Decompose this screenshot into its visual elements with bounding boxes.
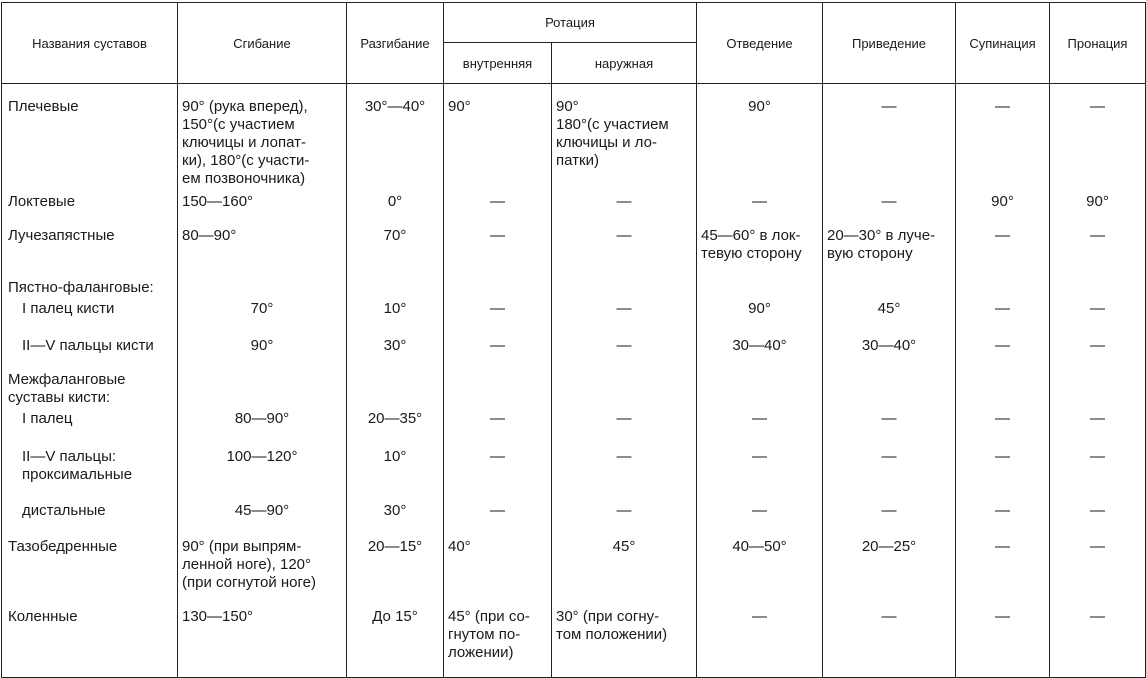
cell-knee-rotation-external: 30° (при согну- том положении): [552, 603, 697, 677]
cell-shoulder-rotation-internal: 90°: [444, 84, 552, 189]
cell-knee-pronation: —: [1050, 603, 1146, 677]
header-extension: Разгибание: [347, 3, 444, 84]
cell-shoulder-name: Плечевые: [2, 84, 178, 189]
cell-ip-heading-name: Межфаланговые суставы кисти:: [2, 366, 178, 407]
cell-ip-proximal-extension: 10°: [347, 444, 444, 499]
cell-ip-thumb-name: I палец: [2, 407, 178, 444]
header-rotation-external: наружная: [552, 43, 697, 84]
cell-elbow-adduction: —: [823, 188, 956, 222]
header-joint-name: Названия суставов: [2, 3, 178, 84]
cell-knee-name: Коленные: [2, 603, 178, 677]
cell-wrist-abduction: 45—60° в лок- тевую сторону: [697, 222, 823, 274]
cell-knee-adduction: —: [823, 603, 956, 677]
table-row-hip: [2, 533, 1146, 603]
header-pronation: Пронация: [1050, 3, 1146, 84]
cell-ip-proximal-adduction: —: [823, 444, 956, 499]
cell-hip-name: Тазобедренные: [2, 533, 178, 603]
cell-mcp-heading-supination: [956, 274, 1050, 297]
cell-mcp-fingers-rotation-external: —: [552, 332, 697, 366]
cell-shoulder-rotation-external: 90° 180°(с участием ключицы и ло- патки): [552, 84, 697, 189]
cell-mcp-heading-pronation: [1050, 274, 1146, 297]
cell-mcp-heading-rotation-internal: [444, 274, 552, 297]
cell-mcp-fingers-name: II—V пальцы кисти: [2, 332, 178, 366]
cell-mcp-fingers-adduction: 30—40°: [823, 332, 956, 366]
cell-mcp-thumb-flexion: 70°: [178, 297, 347, 332]
cell-ip-proximal-abduction: —: [697, 444, 823, 499]
cell-shoulder-extension: 30°—40°: [347, 84, 444, 189]
cell-shoulder-supination: —: [956, 84, 1050, 189]
cell-hip-flexion: 90° (при выпрям- ленной ноге), 120° (при согнутой ноге): [178, 533, 347, 603]
cell-elbow-rotation-external: —: [552, 188, 697, 222]
cell-mcp-fingers-abduction: 30—40°: [697, 332, 823, 366]
cell-mcp-heading-adduction: [823, 274, 956, 297]
cell-elbow-extension: 0°: [347, 188, 444, 222]
table-row-shoulder: [2, 84, 1146, 189]
cell-ip-thumb-adduction: —: [823, 407, 956, 444]
cell-wrist-adduction: 20—30° в луче- вую сторону: [823, 222, 956, 274]
cell-ip-distal-pronation: —: [1050, 499, 1146, 533]
cell-ip-thumb-supination: —: [956, 407, 1050, 444]
cell-elbow-pronation: 90°: [1050, 188, 1146, 222]
cell-elbow-flexion: 150—160°: [178, 188, 347, 222]
cell-ip-thumb-abduction: —: [697, 407, 823, 444]
cell-wrist-rotation-external: —: [552, 222, 697, 274]
cell-ip-proximal-pronation: —: [1050, 444, 1146, 499]
table-row-wrist: [2, 222, 1146, 274]
table-row-ip-proximal: [2, 444, 1146, 499]
cell-ip-distal-extension: 30°: [347, 499, 444, 533]
cell-hip-rotation-internal: 40°: [444, 533, 552, 603]
cell-mcp-thumb-abduction: 90°: [697, 297, 823, 332]
cell-knee-extension: До 15°: [347, 603, 444, 677]
cell-knee-supination: —: [956, 603, 1050, 677]
cell-ip-heading-adduction: [823, 366, 956, 407]
table-row-ip-heading: [2, 366, 1146, 407]
cell-mcp-thumb-supination: —: [956, 297, 1050, 332]
table-row-ip-distal: [2, 499, 1146, 533]
cell-mcp-thumb-rotation-internal: —: [444, 297, 552, 332]
cell-hip-extension: 20—15°: [347, 533, 444, 603]
cell-ip-distal-supination: —: [956, 499, 1050, 533]
cell-ip-thumb-rotation-external: —: [552, 407, 697, 444]
table-row-elbow: [2, 188, 1146, 222]
cell-mcp-heading-abduction: [697, 274, 823, 297]
cell-ip-proximal-flexion: 100—120°: [178, 444, 347, 499]
cell-ip-thumb-extension: 20—35°: [347, 407, 444, 444]
cell-wrist-supination: —: [956, 222, 1050, 274]
cell-knee-flexion: 130—150°: [178, 603, 347, 677]
cell-wrist-pronation: —: [1050, 222, 1146, 274]
table-row-knee: [2, 603, 1146, 677]
cell-elbow-supination: 90°: [956, 188, 1050, 222]
cell-ip-distal-abduction: —: [697, 499, 823, 533]
cell-ip-distal-rotation-external: —: [552, 499, 697, 533]
cell-wrist-name: Лучезапястные: [2, 222, 178, 274]
cell-elbow-name: Локтевые: [2, 188, 178, 222]
cell-mcp-fingers-rotation-internal: —: [444, 332, 552, 366]
cell-elbow-abduction: —: [697, 188, 823, 222]
cell-mcp-fingers-flexion: 90°: [178, 332, 347, 366]
cell-hip-pronation: —: [1050, 533, 1146, 603]
cell-hip-rotation-external: 45°: [552, 533, 697, 603]
cell-wrist-extension: 70°: [347, 222, 444, 274]
cell-mcp-fingers-pronation: —: [1050, 332, 1146, 366]
cell-shoulder-abduction: 90°: [697, 84, 823, 189]
header-abduction: Отведение: [697, 3, 823, 84]
cell-mcp-heading-extension: [347, 274, 444, 297]
cell-hip-abduction: 40—50°: [697, 533, 823, 603]
cell-mcp-thumb-extension: 10°: [347, 297, 444, 332]
cell-mcp-thumb-adduction: 45°: [823, 297, 956, 332]
cell-mcp-heading-name: Пястно-фаланговые:: [2, 274, 178, 297]
cell-ip-distal-rotation-internal: —: [444, 499, 552, 533]
cell-knee-rotation-internal: 45° (при со- гнутом по- ложении): [444, 603, 552, 677]
table-row-mcp-heading: [2, 274, 1146, 297]
cell-shoulder-adduction: —: [823, 84, 956, 189]
cell-ip-heading-rotation-internal: [444, 366, 552, 407]
cell-mcp-fingers-supination: —: [956, 332, 1050, 366]
cell-ip-proximal-name: II—V пальцы: проксимальные: [2, 444, 178, 499]
cell-ip-heading-abduction: [697, 366, 823, 407]
cell-wrist-rotation-internal: —: [444, 222, 552, 274]
cell-ip-thumb-pronation: —: [1050, 407, 1146, 444]
header-flexion: Сгибание: [178, 3, 347, 84]
joint-range-table: [1, 2, 1146, 678]
cell-ip-proximal-rotation-external: —: [552, 444, 697, 499]
cell-ip-heading-pronation: [1050, 366, 1146, 407]
cell-ip-thumb-rotation-internal: —: [444, 407, 552, 444]
cell-mcp-heading-flexion: [178, 274, 347, 297]
cell-mcp-heading-rotation-external: [552, 274, 697, 297]
table-row-mcp-fingers: [2, 332, 1146, 366]
cell-elbow-rotation-internal: —: [444, 188, 552, 222]
cell-ip-thumb-flexion: 80—90°: [178, 407, 347, 444]
cell-hip-supination: —: [956, 533, 1050, 603]
table-row-mcp-thumb: [2, 297, 1146, 332]
cell-mcp-fingers-extension: 30°: [347, 332, 444, 366]
cell-ip-proximal-supination: —: [956, 444, 1050, 499]
cell-ip-proximal-rotation-internal: —: [444, 444, 552, 499]
cell-ip-distal-name: дистальные: [2, 499, 178, 533]
cell-wrist-flexion: 80—90°: [178, 222, 347, 274]
table-row-ip-thumb: [2, 407, 1146, 444]
cell-ip-distal-flexion: 45—90°: [178, 499, 347, 533]
header-rotation-internal: внутренняя: [444, 43, 552, 84]
cell-hip-adduction: 20—25°: [823, 533, 956, 603]
cell-ip-heading-extension: [347, 366, 444, 407]
cell-ip-heading-flexion: [178, 366, 347, 407]
header-adduction: Приведение: [823, 3, 956, 84]
cell-ip-heading-rotation-external: [552, 366, 697, 407]
cell-ip-distal-adduction: —: [823, 499, 956, 533]
cell-mcp-thumb-pronation: —: [1050, 297, 1146, 332]
cell-ip-heading-supination: [956, 366, 1050, 407]
header-rotation: Ротация: [444, 3, 697, 43]
cell-shoulder-flexion: 90° (рука вперед), 150°(с участием ключицы и лопат- ки), 180°(с участи- ем позвоночника): [178, 84, 347, 189]
cell-shoulder-pronation: —: [1050, 84, 1146, 189]
cell-mcp-thumb-rotation-external: —: [552, 297, 697, 332]
cell-knee-abduction: —: [697, 603, 823, 677]
header-supination: Супинация: [956, 3, 1050, 84]
cell-mcp-thumb-name: I палец кисти: [2, 297, 178, 332]
